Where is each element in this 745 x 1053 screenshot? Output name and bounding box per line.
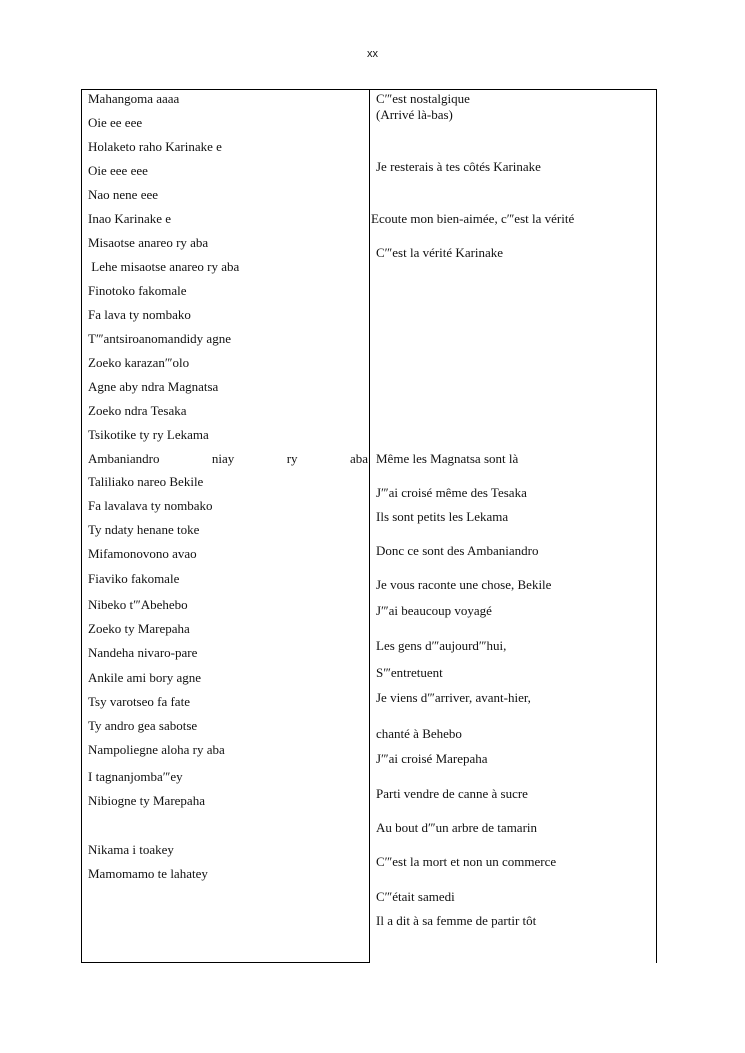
table-column-divider [369,89,370,963]
malagasy-line: Zoeko karazanʺʹolo [88,355,190,370]
malagasy-line: I tagnanjombaʺʹey [88,769,183,784]
table-border-right [656,89,657,963]
french-line: Jʺʹai croisé même des Tesaka [376,485,527,500]
malagasy-line: Inao Karinake e [88,211,172,226]
french-line: (Arrivé là-bas) [376,107,453,122]
malagasy-line: Lehe misaotse anareo ry aba [88,259,240,274]
french-line: chanté à Behebo [376,726,462,741]
malagasy-line: Zoeko ndra Tesaka [88,403,187,418]
malagasy-line: Zoeko ty Marepaha [88,621,190,636]
french-line: Parti vendre de canne à sucre [376,786,528,801]
french-line: Donc ce sont des Ambaniandro [376,543,539,558]
table-border-bottom [81,962,370,963]
malagasy-line: Oie ee eee [88,115,143,130]
french-line: Cʺʹest la vérité Karinake [376,245,504,260]
french-line: Au bout dʺʹun arbre de tamarin [376,820,538,835]
malagasy-line: Tʺʹantsiroanomandidy agne [88,331,231,346]
table-border-left [81,89,82,963]
malagasy-line: Ty ndaty henane toke [88,522,200,537]
french-line: Je viens dʺʹarriver, avant-hier, [376,690,531,705]
french-line: Jʺʹai croisé Marepaha [376,751,488,766]
french-line: Il a dit à sa femme de partir tôt [376,913,537,928]
malagasy-line: Mamomamo te lahatey [88,866,208,881]
malagasy-line: Misaotse anareo ry aba [88,235,209,250]
french-line: Ecoute mon bien-aimée, cʺʹest la vérité [371,211,575,226]
french-line: Les gens dʺʹaujourdʺʹhui, [376,638,507,653]
malagasy-line: Ankile ami bory agne [88,670,201,685]
french-line: Cʺʹétait samedi [376,889,455,904]
lyrics-table [81,89,657,963]
malagasy-line: Nandeha nivaro-pare [88,645,198,660]
french-line: Cʺʹest nostalgique [376,91,470,106]
french-line: Ils sont petits les Lekama [376,509,509,524]
malagasy-line: Taliliako nareo Bekile [88,474,204,489]
french-line: Même les Magnatsa sont là [376,451,519,466]
malagasy-line: Agne aby ndra Magnatsa [88,379,219,394]
malagasy-line: Mahangoma aaaa [88,91,180,106]
malagasy-line: Oie eee eee [88,163,148,178]
french-line: Je resterais à tes côtés Karinake [376,159,541,174]
malagasy-line: Nibeko tʺʹAbehebo [88,597,188,612]
word: aba [349,451,368,466]
malagasy-line: Nibiogne ty Marepaha [88,793,205,808]
malagasy-line: Tsikotike ty ry Lekama [88,427,209,442]
malagasy-line: Nampoliegne aloha ry aba [88,742,225,757]
malagasy-line: Mifamonovono avao [88,546,197,561]
malagasy-line: Finotoko fakomale [88,283,187,298]
french-line: Jʺʹai beaucoup voyagé [376,603,492,618]
malagasy-line: Nikama i toakey [88,842,174,857]
french-line: Cʺʹest la mort et non un commerce [376,854,557,869]
malagasy-line: Ty andro gea sabotse [88,718,198,733]
malagasy-line: Fa lavalava ty nombako [88,498,213,513]
word: niay [211,451,235,466]
malagasy-line: Tsy varotseo fa fate [88,694,190,709]
word: Ambaniandro [88,451,160,466]
malagasy-line-justified [88,451,368,467]
malagasy-line: Holaketo raho Karinake e [88,139,222,154]
page-header: xx [367,48,378,60]
french-line: Sʺʹentretuent [376,665,443,680]
malagasy-line: Fa lava ty nombako [88,307,191,322]
malagasy-line: Fiaviko fakomale [88,571,180,586]
malagasy-line: Nao nene eee [88,187,159,202]
french-line: Je vous raconte une chose, Bekile [376,577,552,592]
word: ry [286,451,298,466]
